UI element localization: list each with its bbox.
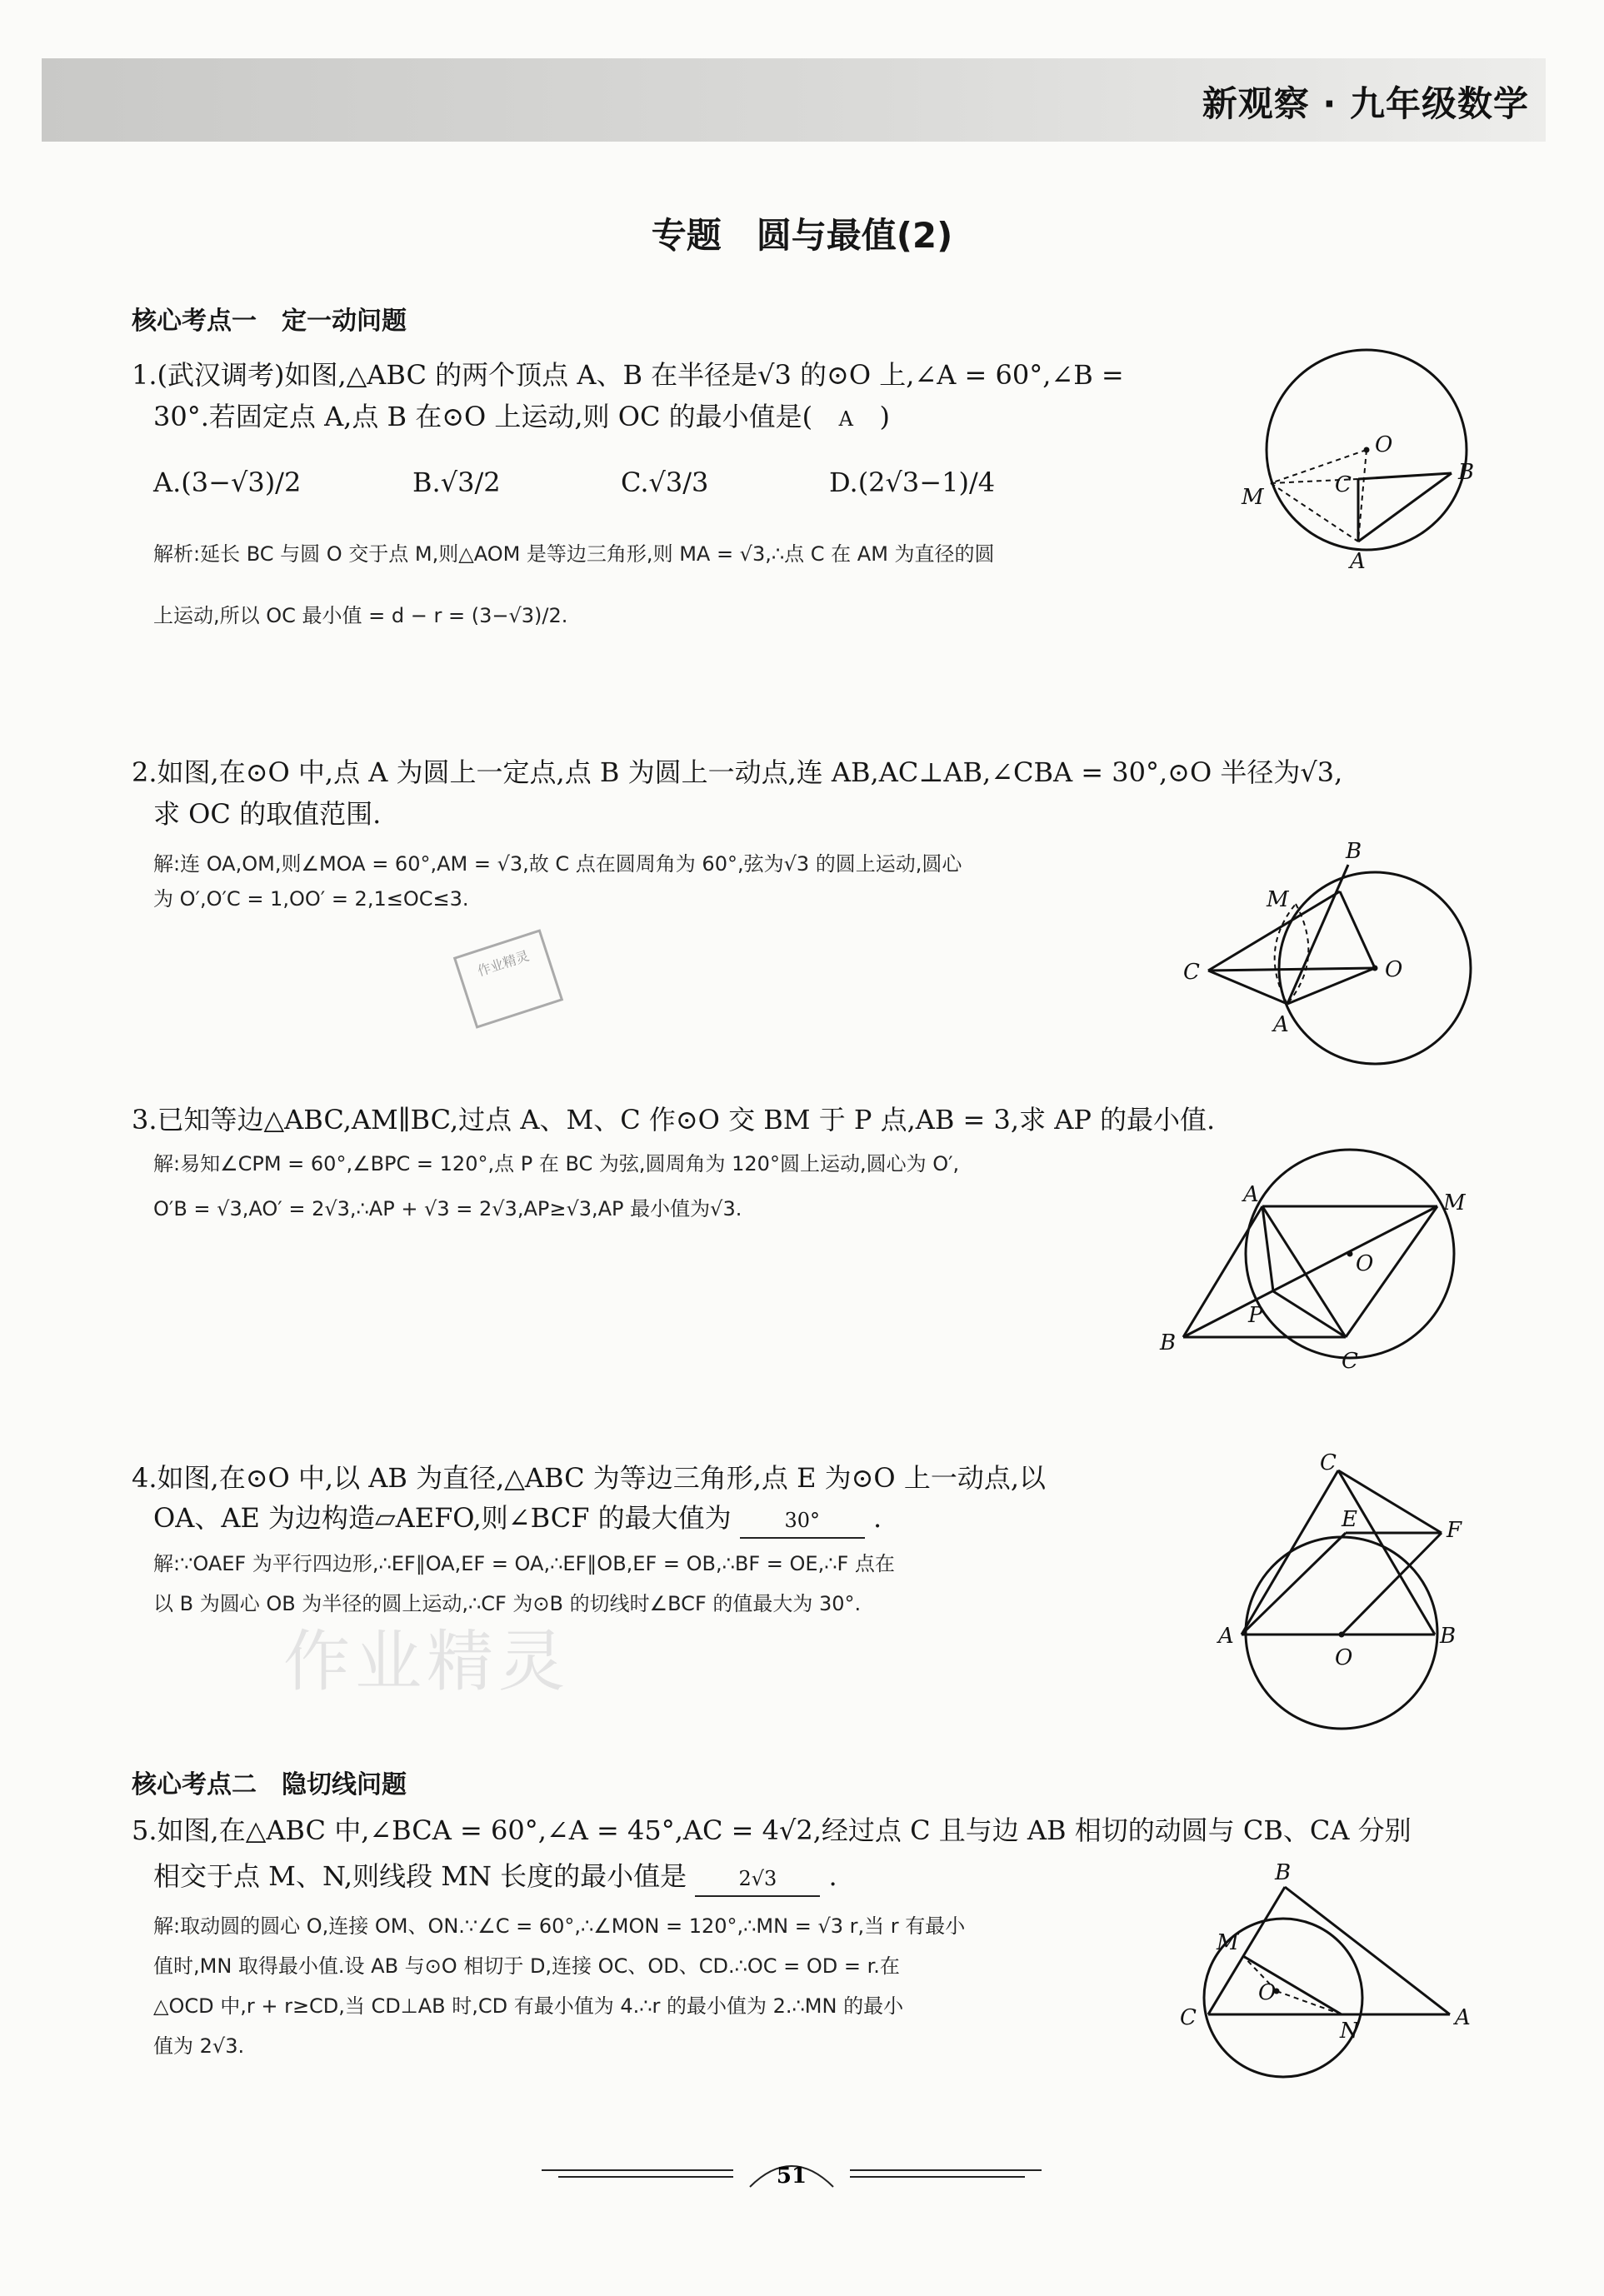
q1-option-a: A.(3−√3)/2 [153, 467, 302, 498]
q5-solution-4: 值为 2√3. [153, 2034, 245, 2058]
q4-answer: 30° [740, 1504, 865, 1539]
q4-line2-pre: OA、AE 为边构造▱AEFO,则∠BCF 的最大值为 [153, 1502, 732, 1534]
fig1-side-ab [1358, 473, 1452, 542]
q4-line2 [153, 1491, 882, 1545]
q5-line2 [153, 1849, 837, 1903]
fig2-dashed-arc-2 [1287, 904, 1308, 1004]
q1-option-d: D.(2√3−1)/4 [829, 467, 996, 498]
fig2-center-dot [1372, 966, 1378, 971]
fig2-label-o: O [1385, 957, 1403, 982]
page-number: 51 [776, 2164, 807, 2189]
fig4-side-cb [1338, 1470, 1435, 1635]
fig3-label-b: B [1160, 1330, 1177, 1355]
q1-line2-pre: 30°.若固定点 A,点 B 在⊙O 上运动,则 OC 的最小值是( [153, 401, 813, 432]
figure-3 [1150, 1141, 1500, 1383]
q2-line1: 2.如图,在⊙O 中,点 A 为圆上一定点,点 B 为圆上一动点,连 AB,AC⊥AB,∠CBA = 30°,⊙O 半径为√3, [132, 756, 1343, 788]
figure-2 [1167, 833, 1483, 1075]
q4-line2-post: . [872, 1502, 882, 1534]
fig4-label-o: O [1335, 1645, 1353, 1670]
fig2-line-mo [1340, 891, 1375, 968]
q5-solution-1: 解:取动圆的圆心 O,连接 OM、ON.∵∠C = 60°,∴∠MON = 120°,∴MN = √3 r,当 r 有最小 [153, 1914, 966, 1938]
q2-line2: 求 OC 的取值范围. [153, 798, 382, 830]
fig3-label-m: M [1443, 1190, 1466, 1215]
fig1-label-b: B [1458, 460, 1475, 485]
fig4-label-b: B [1440, 1624, 1457, 1649]
fig2-label-b: B [1346, 839, 1362, 864]
header-title: 新观察 · 九年级数学 [1202, 83, 1529, 124]
q1-solution-1: 解析:延长 BC 与圆 O 交于点 M,则△AOM 是等边三角形,则 MA = √3,∴点 C 在 AM 为直径的圆 [153, 542, 995, 566]
q5-line1: 5.如图,在△ABC 中,∠BCA = 60°,∠A = 45°,AC = 4√2,经过点 C 且与边 AB 相切的动圆与 CB、CA 分别 [132, 1814, 1412, 1846]
fig4-label-f: F [1447, 1518, 1462, 1543]
q5-answer: 2√3 [695, 1862, 820, 1897]
page-footer [542, 2145, 1042, 2204]
section-title-2: 核心考点二 隐切线问题 [132, 1770, 407, 1799]
q3-solution-2: O′B = √3,AO′ = 2√3,∴AP + √3 = 2√3,AP≥√3,AP 最小值为√3. [153, 1197, 742, 1220]
q1-answer: A [838, 407, 853, 431]
q4-solution-2: 以 B 为圆心 OB 为半径的圆上运动,∴CF 为⊙B 的切线时∠BCF 的值最大为 30°. [153, 1592, 862, 1615]
q1-line2 [153, 390, 890, 446]
q1-line2-post: ) [879, 401, 890, 432]
q4-line1: 4.如图,在⊙O 中,以 AB 为直径,△ABC 为等边三角形,点 E 为⊙O 上一动点,以 [132, 1462, 1046, 1494]
fig1-label-c: C [1335, 472, 1352, 497]
fig5-label-n: N [1340, 2019, 1359, 2044]
figure-4 [1217, 1450, 1500, 1733]
q2-solution-2: 为 O′,O′C = 1,OO′ = 2,1≤OC≤3. [153, 887, 469, 911]
q1-option-c: C.√3/3 [621, 467, 709, 498]
fig2-label-c: C [1183, 960, 1200, 985]
fig1-label-o: O [1375, 432, 1393, 457]
q2-solution-1: 解:连 OA,OM,则∠MOA = 60°,AM = √3,故 C 点在圆周角为 60°,弦为√3 的圆上运动,圆心 [153, 852, 962, 876]
fig4-side-ac [1242, 1470, 1338, 1635]
fig1-line-om [1271, 450, 1367, 483]
homework-stamp: 作业精灵 [453, 929, 563, 1029]
fig1-label-a: A [1350, 549, 1366, 574]
q4-solution-1: 解:∵OAEF 为平行四边形,∴EF∥OA,EF = OA,∴EF∥OB,EF = OB,∴BF = OE,∴F 点在 [153, 1552, 895, 1575]
figure-5 [1175, 1849, 1492, 2099]
q1-line1: 1.(武汉调考)如图,△ABC 的两个顶点 A、B 在半径是√3 的⊙O 上,∠A = 60°,∠B = [132, 359, 1124, 391]
fig1-center-dot [1364, 447, 1370, 453]
watermark: 作业精灵 [283, 1623, 570, 1700]
section-title-1: 核心考点一 定一动问题 [132, 307, 407, 336]
fig2-line-co [1208, 968, 1375, 971]
fig3-side-ac [1262, 1206, 1346, 1337]
q5-solution-2: 值时,MN 取得最小值.设 AB 与⊙O 相切于 D,连接 OC、OD、CD.∴OC = OD = r.在 [153, 1954, 900, 1978]
fig4-label-e: E [1342, 1507, 1357, 1532]
fig4-label-a: A [1218, 1624, 1234, 1649]
q5-line2-post: . [828, 1860, 837, 1892]
fig5-label-a: A [1455, 2005, 1471, 2030]
fig3-label-c: C [1342, 1349, 1358, 1374]
page-title: 专题 圆与最值(2) [651, 215, 953, 256]
figure-1 [1233, 342, 1500, 575]
fig4-center-dot [1339, 1632, 1345, 1638]
fig4-label-c: C [1320, 1450, 1337, 1475]
fig5-label-b: B [1275, 1860, 1292, 1885]
fig2-label-a: A [1273, 1012, 1289, 1037]
fig2-line-ca [1208, 971, 1287, 1004]
fig2-label-m: M [1267, 887, 1289, 912]
fig5-label-m: M [1217, 1930, 1239, 1955]
q5-line2-pre: 相交于点 M、N,则线段 MN 长度的最小值是 [153, 1860, 687, 1892]
q5-solution-3: △OCD 中,r + r≥CD,当 CD⊥AB 时,CD 有最小值为 4.∴r 的最小值为 2.∴MN 的最小 [153, 1994, 904, 2018]
fig5-label-c: C [1180, 2005, 1197, 2030]
q3-line1: 3.已知等边△ABC,AM∥BC,过点 A、M、C 作⊙O 交 BM 于 P 点,AB = 3,求 AP 的最小值. [132, 1104, 1216, 1136]
q3-solution-1: 解:易知∠CPM = 60°,∠BPC = 120°,点 P 在 BC 为弦,圆周角为 120°圆上运动,圆心为 O′, [153, 1152, 960, 1175]
fig1-label-m: M [1242, 485, 1264, 510]
fig3-label-a: A [1243, 1182, 1259, 1207]
fig3-center-dot [1347, 1251, 1353, 1257]
fig3-label-o: O [1356, 1251, 1374, 1276]
fig1-side-bc [1358, 473, 1452, 479]
fig3-line-pc [1273, 1291, 1346, 1337]
fig5-label-o: O [1258, 1980, 1277, 2005]
fig3-label-p: P [1248, 1303, 1263, 1328]
q1-solution-2: 上运动,所以 OC 最小值 = d − r = (3−√3)/2. [153, 604, 568, 627]
q1-option-b: B.√3/2 [412, 467, 501, 498]
